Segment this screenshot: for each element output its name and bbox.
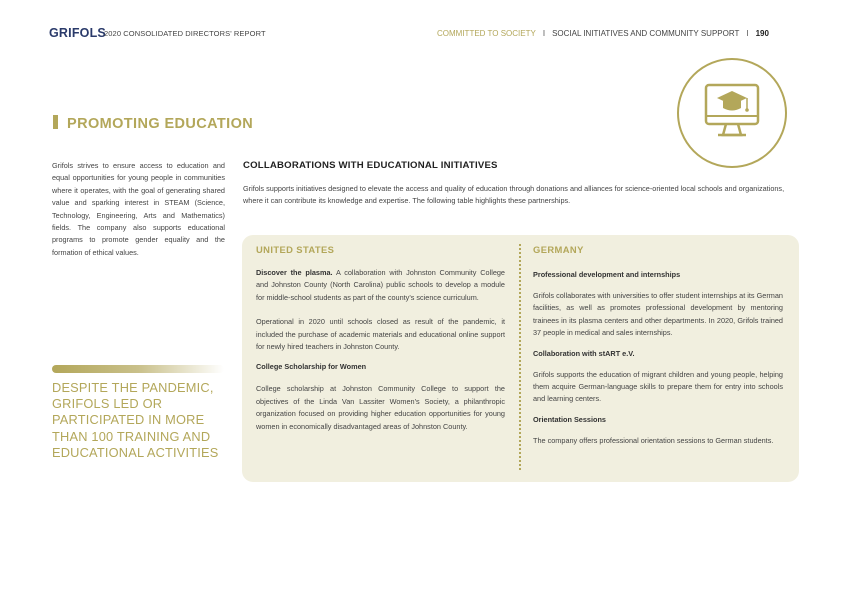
collaborations-description: Grifols supports initiatives designed to elevate the access and quality of education through donations and alliances for science-oriented local schools and organizations, where it can contribute its knowledge and expertise. The following table highlights these partnerships. bbox=[243, 184, 785, 206]
us-operational-text: Operational in 2020 until schools closed as result of the pandemic, it included the purchase of academic materials and educational online support for newly hired teachers in Johnston County. bbox=[256, 317, 505, 352]
us-heading: UNITED STATES bbox=[256, 244, 335, 255]
germany-internships-heading: Professional development and internships bbox=[533, 270, 681, 279]
title-bar bbox=[53, 115, 58, 129]
graduation-monitor-icon bbox=[676, 57, 788, 169]
germany-start-heading: Collaboration with stART e.V. bbox=[533, 348, 635, 358]
section-title bbox=[53, 115, 253, 132]
highlight-quote: DESPITE THE PANDEMIC, GRIFOLS LED OR PARTICIPATED IN MORE THAN 100 TRAINING AND EDUCATIONAL ACTIVITIES bbox=[52, 380, 219, 460]
germany-start-text: Grifols supports the education of migrant children and young people, helping them acquire German-language skills to prepare them for entry into schools and learning centers. bbox=[533, 369, 783, 404]
germany-orientation-text: The company offers professional orientation sessions to German students. bbox=[533, 435, 774, 445]
us-p1-body: A collaboration with Johnston Community College and Johnston County (North Carolina) public schools to develop a module for middle-school students as part of the county's science curriculum. bbox=[256, 268, 505, 302]
intro-paragraph: Grifols strives to ensure access to education and equal opportunities for young people in communities where it operates, with the goal of generating shared value and sparking interest in STEAM (Science, Technology, Engineering, Arts and Mathematics) fields. The company also supports educational programs to promote gender equality and the formation of ethical values. bbox=[52, 161, 225, 257]
breadcrumb-secondary[interactable]: SOCIAL INITIATIVES AND COMMUNITY SUPPORT bbox=[552, 29, 740, 38]
section-title-text: PROMOTING EDUCATION bbox=[67, 116, 254, 132]
report-title: 2020 CONSOLIDATED DIRECTORS' REPORT bbox=[104, 29, 266, 38]
breadcrumb-separator: I bbox=[542, 29, 546, 38]
collaborations-title: COLLABORATIONS WITH EDUCATIONAL INITIATIVES bbox=[243, 160, 498, 171]
grifols-logo: GRIFOLS bbox=[49, 26, 106, 40]
germany-column bbox=[533, 244, 783, 447]
germany-heading: GERMANY bbox=[533, 244, 584, 255]
us-scholarship-text: College scholarship at Johnston Community College to support the objectives of the Linda Van Lassiter Women's Society, a philanthropic organization focused on providing higher education opportunities for young women in economically disadvantaged areas of Johnston County. bbox=[256, 384, 505, 431]
breadcrumb-separator: I bbox=[746, 29, 749, 38]
united-states-column bbox=[256, 244, 505, 433]
page-number: 190 bbox=[755, 29, 769, 38]
quote-decor-line bbox=[52, 365, 224, 373]
germany-internships-text: Grifols collaborates with universities to offer student internships at its German facilities, as well as promotes professional development by mentoring trainees in its plasma centers and other departments. In 2020, Grifols trained 37 people in medical and sales internships. bbox=[533, 291, 783, 338]
column-divider bbox=[519, 244, 521, 470]
breadcrumb bbox=[437, 29, 769, 38]
us-discover-plasma bbox=[256, 267, 505, 304]
germany-orientation-heading: Orientation Sessions bbox=[533, 414, 606, 424]
us-scholarship-heading: College Scholarship for Women bbox=[256, 362, 367, 372]
breadcrumb-primary[interactable]: COMMITTED TO SOCIETY bbox=[437, 29, 536, 38]
us-p1-lead: Discover the plasma. bbox=[256, 268, 333, 277]
